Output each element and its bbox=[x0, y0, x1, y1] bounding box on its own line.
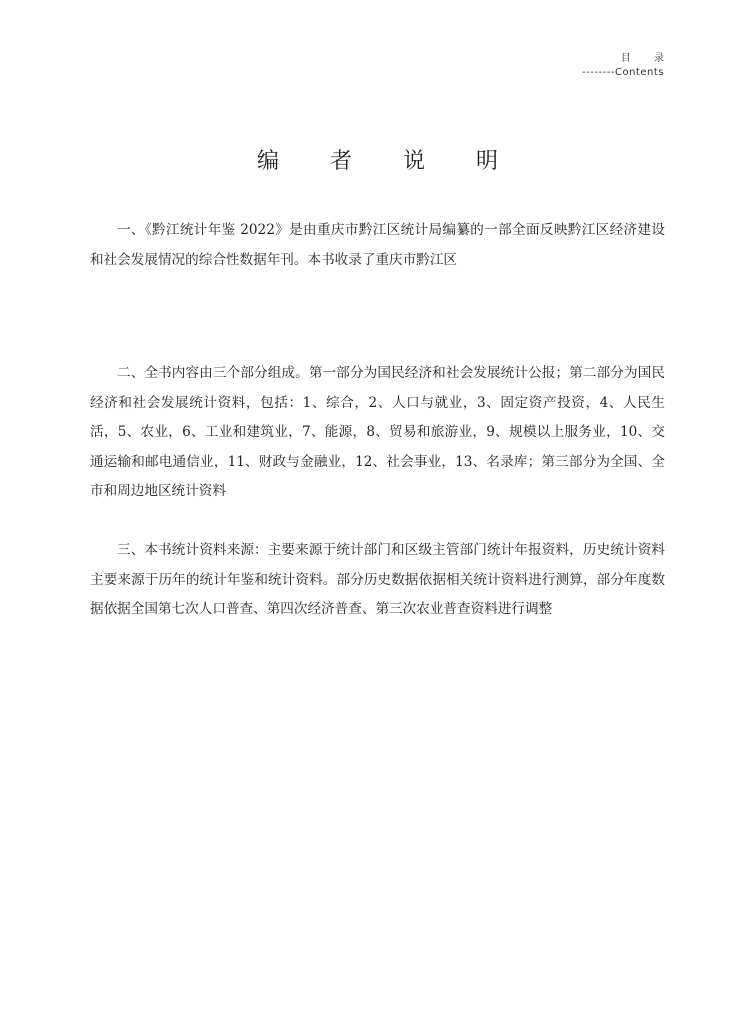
toc-subtitle: --------Contents bbox=[582, 67, 664, 78]
paragraph-intro: 一、《黔江统计年鉴 2022》是由重庆市黔江区统计局编纂的一部全面反映黔江区经济建设和社会发展情况的综合性数据年刊。本书收录了重庆市黔江区 bbox=[90, 222, 665, 268]
paragraph-structure: 二、全书内容由三个部分组成。第一部分为国民经济和社会发展统计公报；第二部分为国民经济和社会发展统计资料，包括：1、综合，2、人口与就业，3、固定资产投资，4、人民生活，5、农业，6、工业和建筑业，7、能源，8、贸易和旅游业，9、规模以上服务业，10、交通运输和邮电通信业，11、财政与金融业，12、社会事业，13、名录库；第三部分为全国、全市和周边地区统计资料 bbox=[90, 365, 665, 499]
page-title: 编 者 说 明 bbox=[257, 149, 520, 174]
toc-header bbox=[582, 52, 674, 80]
toc-link[interactable]: 目 录 bbox=[620, 53, 674, 64]
paragraph-sources: 三、本书统计资料来源：主要来源于统计部门和区级主管部门统计年报资料，历史统计资料主要来源于历年的统计年鉴和统计资料。部分历史数据依据相关统计资料进行测算，部分年度数据依据全国第七次人口普查、第四次经济普查、第三次农业普查资料进行调整 bbox=[90, 542, 665, 617]
